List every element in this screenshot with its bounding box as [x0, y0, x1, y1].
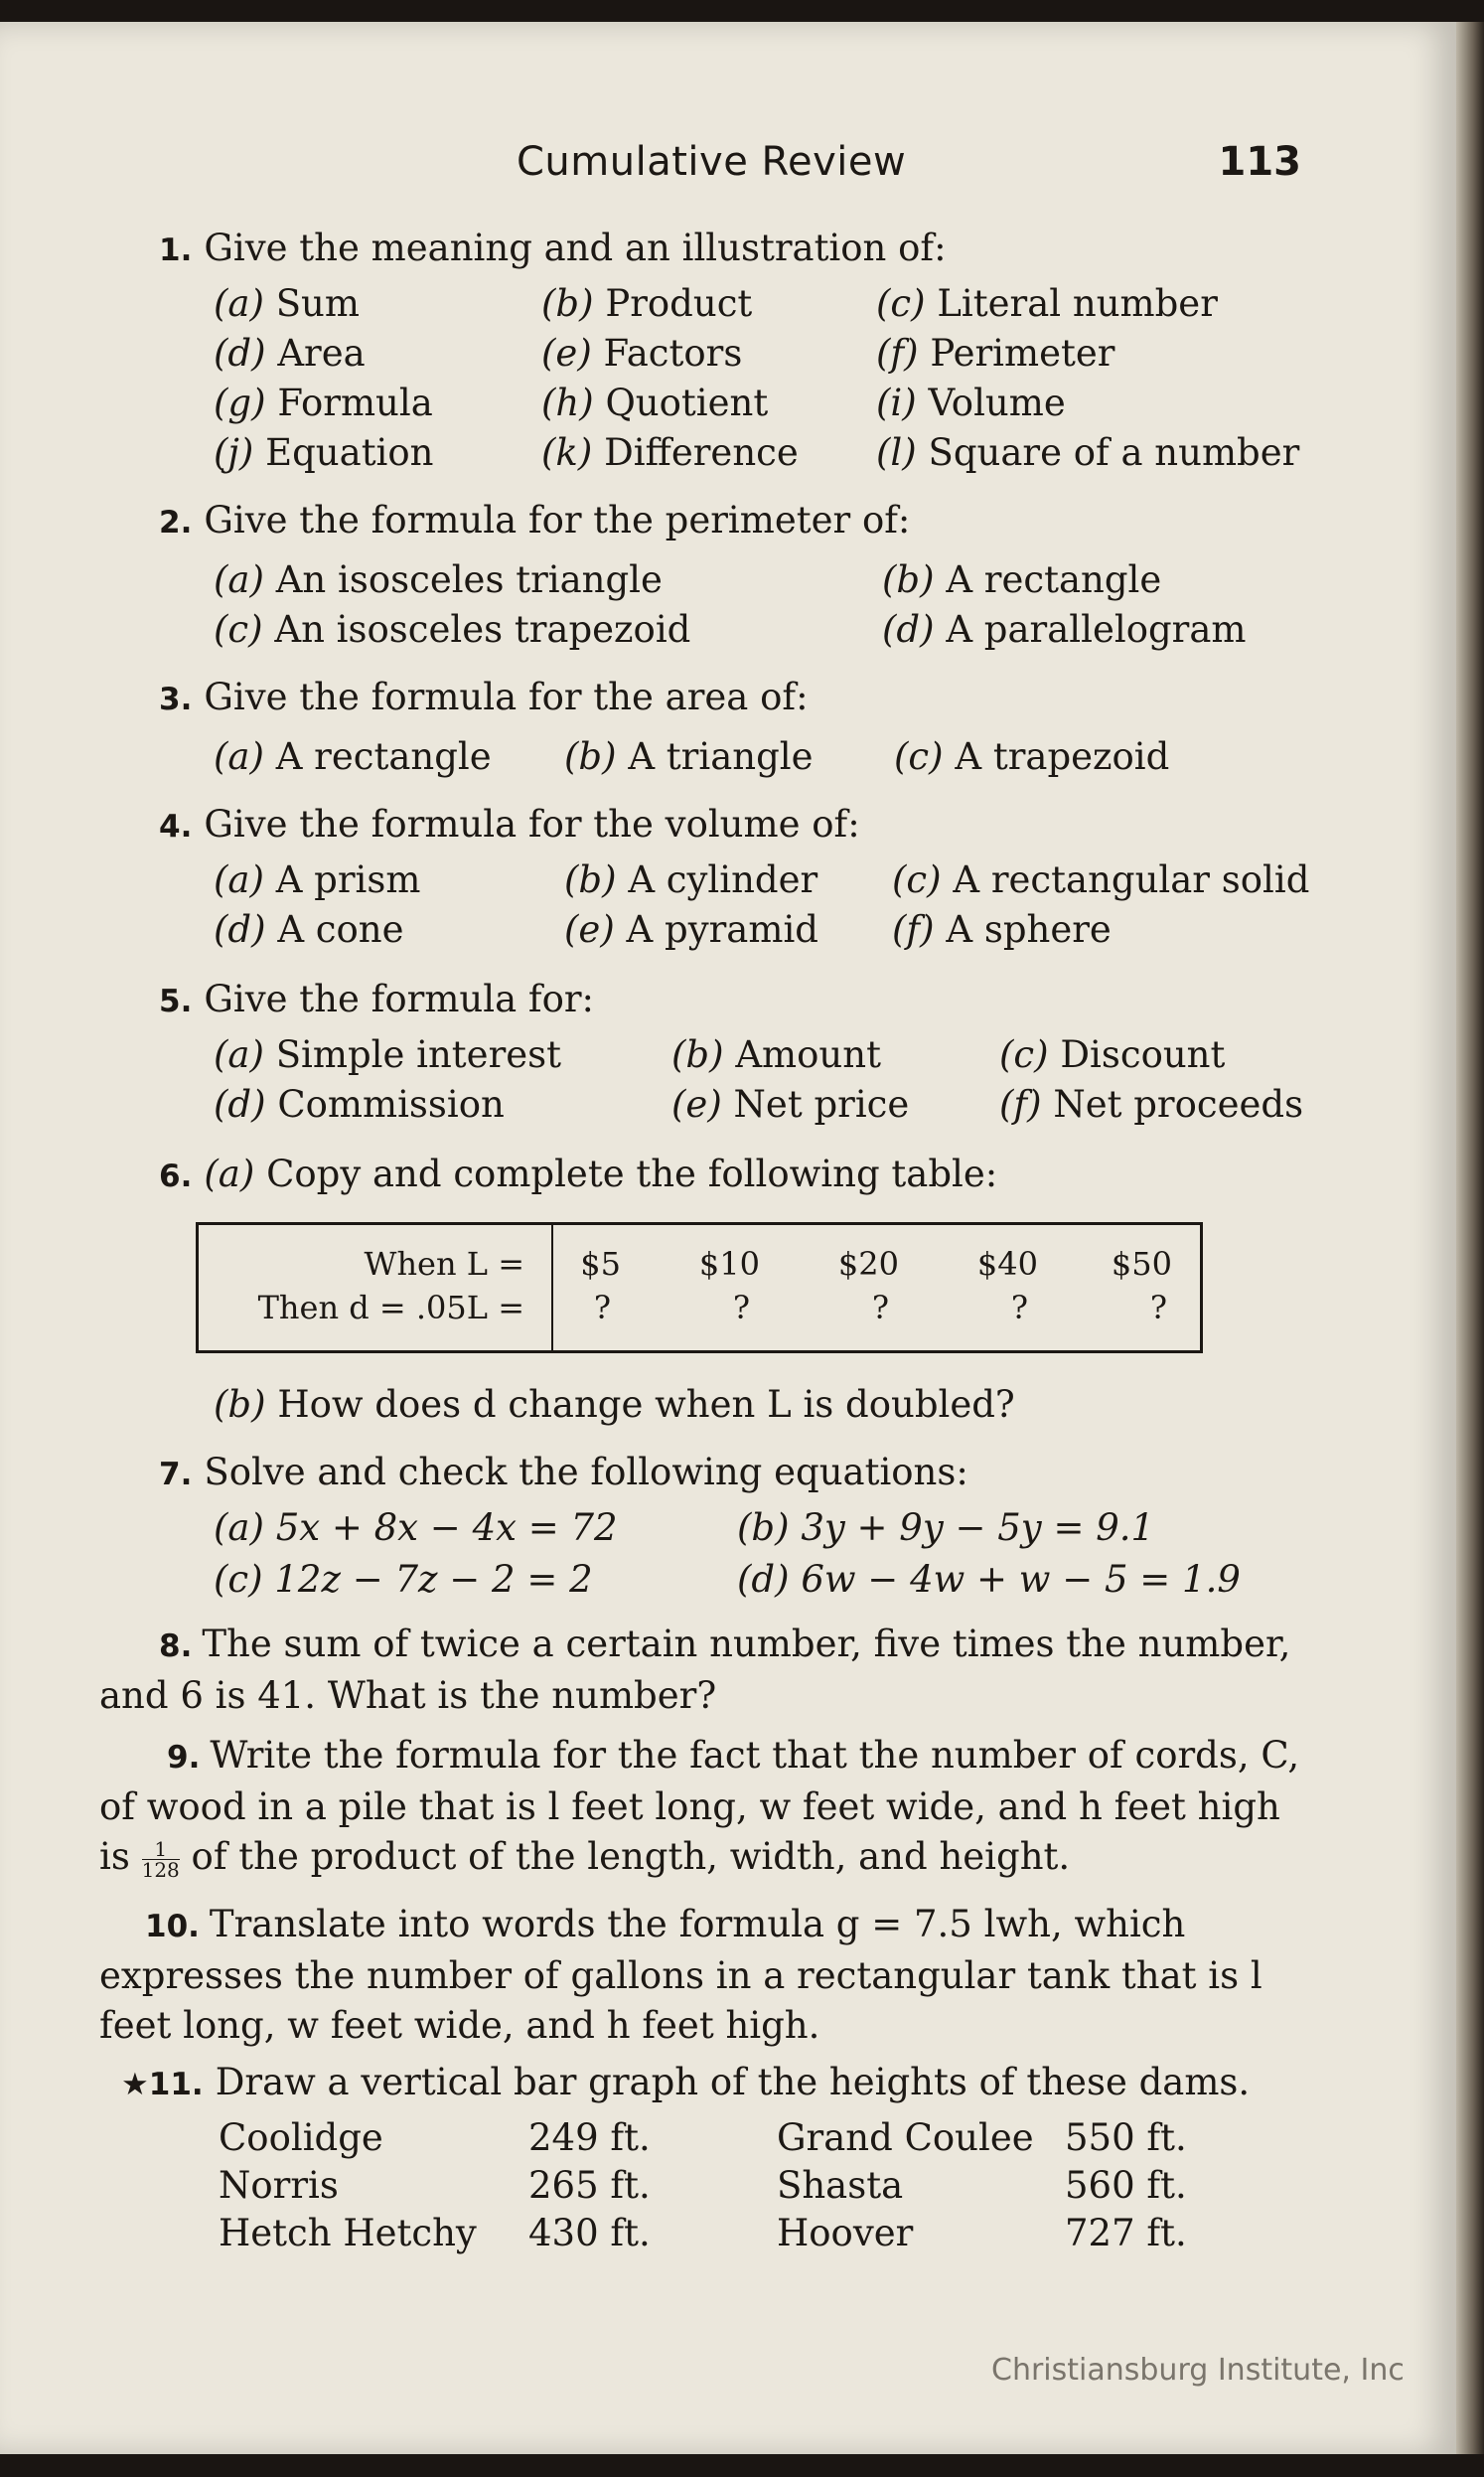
item-letter: (b) [541, 282, 594, 325]
item-letter: (d) [214, 332, 266, 375]
item-letter: (e) [564, 908, 615, 951]
item-text: A rectangle [946, 558, 1162, 601]
dam-name: Grand Coulee [777, 2116, 1034, 2159]
dam-row [219, 2116, 1261, 2164]
item-text: Discount [1060, 1033, 1226, 1076]
table-cell: ? [871, 1289, 889, 1326]
item-letter: (a) [214, 858, 264, 901]
fraction-denominator: 128 [141, 1858, 180, 1882]
question-number: ★11. [121, 2067, 204, 2102]
item-letter: (d) [214, 908, 266, 951]
item-letter: (i) [876, 382, 917, 424]
question-6-prompt [159, 1153, 997, 1195]
question-text: Give the formula for the volume of: [204, 803, 860, 846]
item-letter: (c) [876, 282, 926, 325]
item-text: Area [277, 332, 366, 375]
item-letter: (b) [564, 735, 617, 778]
question-number: 7. [159, 1457, 193, 1492]
page-header [517, 139, 1301, 199]
dam-height: 550 ft. [1065, 2116, 1187, 2159]
item-text: How does d change when L is doubled? [277, 1383, 1015, 1426]
dam-name: Shasta [777, 2164, 904, 2207]
item-text: A cylinder [628, 858, 818, 901]
question-2-prompt [159, 499, 910, 542]
item-text: Volume [928, 382, 1066, 424]
item-text: An isosceles triangle [275, 558, 663, 601]
table-cell: $20 [837, 1245, 899, 1283]
item-text: Literal number [937, 282, 1218, 325]
question-text: Draw a vertical bar graph of the heights of these dams. [215, 2061, 1251, 2103]
item-letter: (b) [214, 1383, 266, 1426]
table-cell: $50 [1111, 1245, 1172, 1283]
question-number: 2. [159, 505, 193, 541]
question-text-end: of the product of the length, width, and height. [191, 1835, 1071, 1878]
item-letter: (e) [671, 1083, 722, 1126]
question-1-prompt [159, 227, 947, 269]
section-title: Cumulative Review [517, 139, 907, 185]
item-letter: (k) [541, 431, 593, 474]
dam-name: Coolidge [219, 2116, 383, 2159]
table-row-label: When L = [364, 1245, 524, 1283]
question-7-row-2 [0, 1558, 1450, 1608]
item-text: A prism [275, 858, 421, 901]
item-letter: (l) [876, 431, 917, 474]
item-letter: (a) [214, 1033, 264, 1076]
item-letter: (b) [564, 858, 617, 901]
item-letter: (g) [214, 382, 266, 424]
item-letter: (f) [892, 908, 935, 951]
equation: 5x + 8x − 4x = 72 [275, 1506, 618, 1549]
item-text: Perimeter [930, 332, 1115, 375]
item-text: A sphere [946, 908, 1112, 951]
table-cell: ? [593, 1289, 611, 1326]
question-number: 4. [159, 809, 193, 845]
item-text: Equation [265, 431, 434, 474]
question-5-prompt [159, 978, 594, 1020]
dam-row [219, 2164, 1261, 2212]
table-cell: ? [732, 1289, 750, 1326]
item-letter: (c) [894, 735, 944, 778]
fraction-numerator: 1 [142, 1839, 180, 1860]
question-5-row-2 [0, 1083, 1450, 1133]
dam-name: Norris [219, 2164, 339, 2207]
question-number: 5. [159, 984, 193, 1019]
item-letter: (a) [214, 735, 264, 778]
item-text: A triangle [628, 735, 814, 778]
item-letter: (c) [214, 608, 263, 651]
page-number: 113 [1218, 139, 1301, 185]
equation: 3y + 9y − 5y = 9.1 [801, 1506, 1155, 1549]
question-number: 6. [159, 1159, 193, 1194]
item-letter: (d) [737, 1558, 790, 1601]
question-5-row-1 [0, 1033, 1450, 1083]
question-1-row-4 [0, 431, 1450, 481]
item-letter: (b) [737, 1506, 790, 1549]
question-text: Copy and complete the following table: [266, 1153, 998, 1195]
item-letter: (e) [541, 332, 592, 375]
item-text: Product [605, 282, 753, 325]
item-text: Amount [735, 1033, 881, 1076]
item-letter: (d) [214, 1083, 266, 1126]
item-text: A trapezoid [955, 735, 1170, 778]
question-text: Give the formula for the area of: [204, 676, 809, 718]
question-2-row-2 [0, 608, 1450, 658]
table-row-label: Then d = .05L = [257, 1289, 524, 1326]
table-cell: $40 [976, 1245, 1038, 1283]
item-text: Net proceeds [1053, 1083, 1304, 1126]
item-letter: (b) [671, 1033, 724, 1076]
item-text: A pyramid [626, 908, 818, 951]
item-text: A parallelogram [946, 608, 1247, 651]
dam-height: 560 ft. [1065, 2164, 1187, 2207]
question-text: Give the formula for: [204, 978, 595, 1020]
question-3-prompt [159, 676, 809, 718]
item-letter: (h) [541, 382, 594, 424]
table-cell: ? [1149, 1289, 1167, 1326]
question-text: The sum of twice a certain number, five times the number, and 6 is 41. What is the number? [99, 1623, 1291, 1717]
item-text: An isosceles trapezoid [274, 608, 691, 651]
item-letter: (f) [876, 332, 919, 375]
item-letter: (c) [892, 858, 942, 901]
table-cell: ? [1010, 1289, 1028, 1326]
item-text: Factors [603, 332, 743, 375]
question-10 [99, 1900, 1301, 2051]
question-text: Translate into words the formula g = 7.5 lwh, which expresses the number of gallons in a rectangular tank that is l feet long, w feet wide, and h feet high. [99, 1903, 1262, 2047]
watermark: Christiansburg Institute, Inc [991, 2353, 1405, 2388]
dam-height: 249 ft. [528, 2116, 651, 2159]
item-text: A rectangle [275, 735, 492, 778]
item-letter: (j) [214, 431, 254, 474]
item-text: Simple interest [275, 1033, 562, 1076]
question-number: 9. [167, 1740, 201, 1776]
question-text: Solve and check the following equations: [204, 1451, 968, 1493]
question-4-prompt [159, 803, 860, 846]
question-number: 1. [159, 232, 193, 268]
table-cell: $10 [698, 1245, 760, 1283]
item-text: Quotient [605, 382, 769, 424]
question-1-row-1 [0, 282, 1450, 332]
question-number: 10. [145, 1909, 200, 1944]
question-7-row-1 [0, 1506, 1450, 1556]
dam-name: Hetch Hetchy [219, 2212, 477, 2254]
equation: 12z − 7z − 2 = 2 [274, 1558, 593, 1601]
question-11-prompt [121, 2061, 1250, 2103]
question-2-row-1 [0, 558, 1450, 608]
item-text: A rectangular solid [953, 858, 1310, 901]
item-text: Square of a number [928, 431, 1300, 474]
item-text: Sum [275, 282, 360, 325]
dam-heights-list [219, 2116, 1261, 2275]
item-letter: (a) [214, 558, 264, 601]
question-number: 3. [159, 682, 193, 717]
page-edge [1456, 22, 1484, 2454]
question-4-row-2 [0, 908, 1450, 958]
question-6-part-b [0, 1383, 1450, 1433]
item-text: Commission [277, 1083, 505, 1126]
equation: 6w − 4w + w − 5 = 1.9 [801, 1558, 1241, 1601]
item-text: A cone [277, 908, 404, 951]
dam-name: Hoover [777, 2212, 914, 2254]
lookup-table [196, 1222, 1203, 1353]
question-1-row-3 [0, 382, 1450, 431]
table-cell: $5 [580, 1245, 621, 1283]
table-row [199, 1245, 1200, 1291]
question-9 [99, 1731, 1301, 1882]
table-row [199, 1289, 1200, 1334]
dam-row [219, 2212, 1261, 2259]
question-7-prompt [159, 1451, 968, 1493]
item-text: Difference [604, 431, 799, 474]
question-4-row-1 [0, 858, 1450, 908]
question-8 [99, 1620, 1301, 1721]
question-number: 8. [159, 1628, 193, 1664]
item-text: Net price [733, 1083, 910, 1126]
item-letter: (d) [882, 608, 935, 651]
item-letter: (c) [999, 1033, 1049, 1076]
item-letter: (b) [882, 558, 935, 601]
dam-height: 265 ft. [528, 2164, 651, 2207]
question-1-row-2 [0, 332, 1450, 382]
item-letter: (c) [214, 1558, 263, 1601]
item-text: Formula [277, 382, 433, 424]
question-text: Give the formula for the perimeter of: [204, 499, 911, 542]
question-text: Give the meaning and an illustration of: [204, 227, 947, 269]
dam-height: 430 ft. [528, 2212, 651, 2254]
item-letter: (a) [214, 1506, 264, 1549]
question-text: Write the formula for the fact that the number of cords, C, of wood in a pile that is l feet long, w feet wide, and h feet high is [99, 1734, 1300, 1878]
item-letter: (a) [204, 1153, 255, 1195]
question-3-row-1 [0, 735, 1450, 785]
dam-height: 727 ft. [1065, 2212, 1187, 2254]
item-letter: (f) [999, 1083, 1042, 1126]
item-letter: (a) [214, 282, 264, 325]
fraction [142, 1839, 180, 1880]
